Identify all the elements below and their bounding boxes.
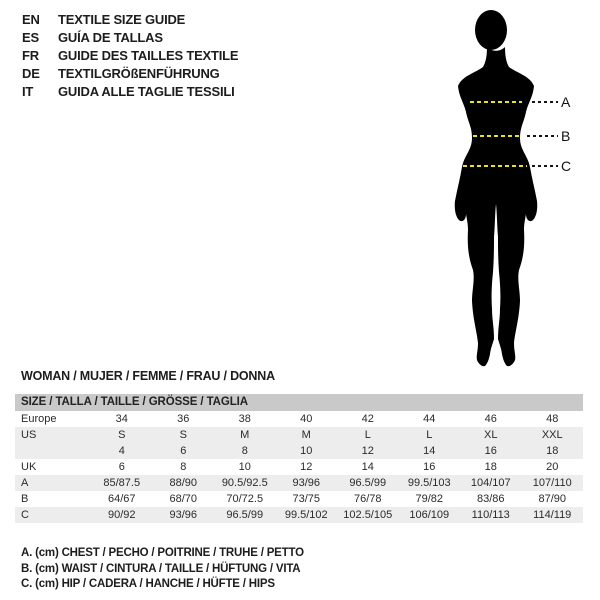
size-cell: 10: [238, 461, 251, 473]
section-title-woman: WOMAN / MUJER / FEMME / FRAU / DONNA: [21, 369, 275, 383]
size-cell: 64/67: [107, 493, 136, 505]
size-cell: 106/109: [409, 509, 450, 521]
size-cell: 85/87.5: [103, 477, 141, 489]
size-cell: L: [426, 429, 433, 441]
language-code: EN: [22, 12, 40, 27]
size-cell: M: [240, 429, 250, 441]
measure-label-A: A: [561, 94, 571, 110]
language-code: DE: [22, 66, 40, 81]
size-cell: 83/86: [476, 493, 505, 505]
size-cell: 34: [115, 413, 128, 425]
size-table-body: [15, 411, 583, 523]
size-table-row-c: [15, 507, 583, 523]
size-cell: 110/113: [471, 509, 510, 521]
legend-line: A. (cm) CHEST / PECHO / POITRINE / TRUHE / PETTO: [21, 547, 304, 559]
size-cell: 16: [423, 461, 436, 473]
size-cell: 90/92: [107, 509, 136, 521]
size-cell: 90.5/92.5: [221, 477, 268, 489]
size-cell: 18: [546, 445, 559, 457]
size-cell: S: [118, 429, 126, 441]
size-cell: 79/82: [415, 493, 444, 505]
row-label: C: [21, 509, 29, 521]
size-table: [15, 394, 583, 523]
size-cell: 68/70: [169, 493, 198, 505]
size-cell: 96.5/99: [349, 477, 387, 489]
size-cell: 44: [423, 413, 436, 425]
size-table-row-a: [15, 475, 583, 491]
size-cell: 8: [180, 461, 187, 473]
measure-label-C: C: [561, 158, 572, 174]
size-cell: 107/110: [532, 477, 572, 489]
row-label: US: [21, 429, 37, 441]
measurement-legend: [21, 546, 304, 593]
legend-line: B. (cm) WAIST / CINTURA / TAILLE / HÜFTUNG / VITA: [21, 562, 301, 575]
size-table-row-us: [15, 427, 583, 443]
size-cell: 16: [484, 445, 497, 457]
measure-dash-yellow-A: [470, 101, 522, 103]
measure-dash-black-A: [532, 101, 558, 103]
language-code: ES: [22, 30, 39, 45]
language-title-text: TEXTILGRÖßENFÜHRUNG: [58, 66, 220, 81]
size-cell: XL: [484, 429, 498, 441]
size-cell: 38: [238, 413, 251, 425]
size-table-row-uk: [15, 459, 583, 475]
size-cell: 12: [300, 461, 313, 473]
language-title-text: GUIDE DES TAILLES TEXTILE: [58, 48, 239, 63]
size-cell: M: [301, 429, 311, 441]
measure-dash-yellow-C: [463, 165, 527, 167]
size-cell: 8: [241, 445, 248, 457]
size-cell: 87/90: [538, 493, 567, 505]
row-label: A: [21, 477, 29, 489]
size-cell: 18: [484, 461, 497, 473]
size-table-header: SIZE / TALLA / TAILLE / GRÖSSE / TAGLIA: [15, 394, 583, 411]
size-cell: 99.5/102: [284, 509, 328, 521]
size-cell: L: [364, 429, 371, 441]
legend-line: C. (cm) HIP / CADERA / HANCHE / HÜFTE / HIPS: [21, 578, 275, 590]
measure-dash-yellow-B: [473, 135, 519, 137]
language-code: IT: [22, 84, 34, 99]
size-cell: 40: [300, 413, 313, 425]
size-cell: 20: [546, 461, 559, 473]
row-label: Europe: [21, 413, 57, 425]
row-label: UK: [21, 461, 37, 473]
size-table-row-b: [15, 491, 583, 507]
size-cell: 48: [546, 413, 559, 425]
measure-label-B: B: [561, 128, 571, 144]
size-cell: 6: [118, 461, 125, 473]
size-cell: 99.5/103: [407, 477, 451, 489]
size-cell: 36: [177, 413, 190, 425]
size-cell: 76/78: [353, 493, 382, 505]
size-cell: 96.5/99: [226, 509, 264, 521]
language-code: FR: [22, 48, 39, 63]
size-cell: 93/96: [292, 477, 321, 489]
language-title-text: GUÍA DE TALLAS: [58, 30, 163, 45]
woman-silhouette-image: [448, 9, 548, 369]
row-label: [15, 443, 91, 459]
size-cell: 46: [484, 413, 497, 425]
row-label: B: [21, 493, 29, 505]
language-title-text: GUIDA ALLE TAGLIE TESSILI: [58, 84, 235, 99]
measure-dash-black-B: [527, 135, 558, 137]
size-cell: 14: [423, 445, 436, 457]
size-cell: S: [179, 429, 187, 441]
size-table-row-europe: [15, 411, 583, 427]
size-cell: 12: [361, 445, 374, 457]
size-cell: 88/90: [169, 477, 198, 489]
size-cell: 14: [361, 461, 374, 473]
size-cell: 73/75: [292, 493, 321, 505]
size-cell: 104/107: [470, 477, 511, 489]
size-cell: 114/119: [533, 509, 572, 521]
size-cell: 93/96: [169, 509, 198, 521]
size-cell: XXL: [541, 429, 563, 441]
size-cell: 42: [361, 413, 374, 425]
measure-dash-black-C: [532, 165, 558, 167]
size-table-row-us-numeric: [15, 443, 583, 459]
size-cell: 70/72.5: [226, 493, 264, 505]
size-cell: 6: [180, 445, 187, 457]
size-cell: 4: [118, 445, 125, 457]
size-cell: 10: [300, 445, 313, 457]
language-title-text: TEXTILE SIZE GUIDE: [58, 12, 186, 27]
size-cell: 102.5/105: [343, 509, 393, 521]
